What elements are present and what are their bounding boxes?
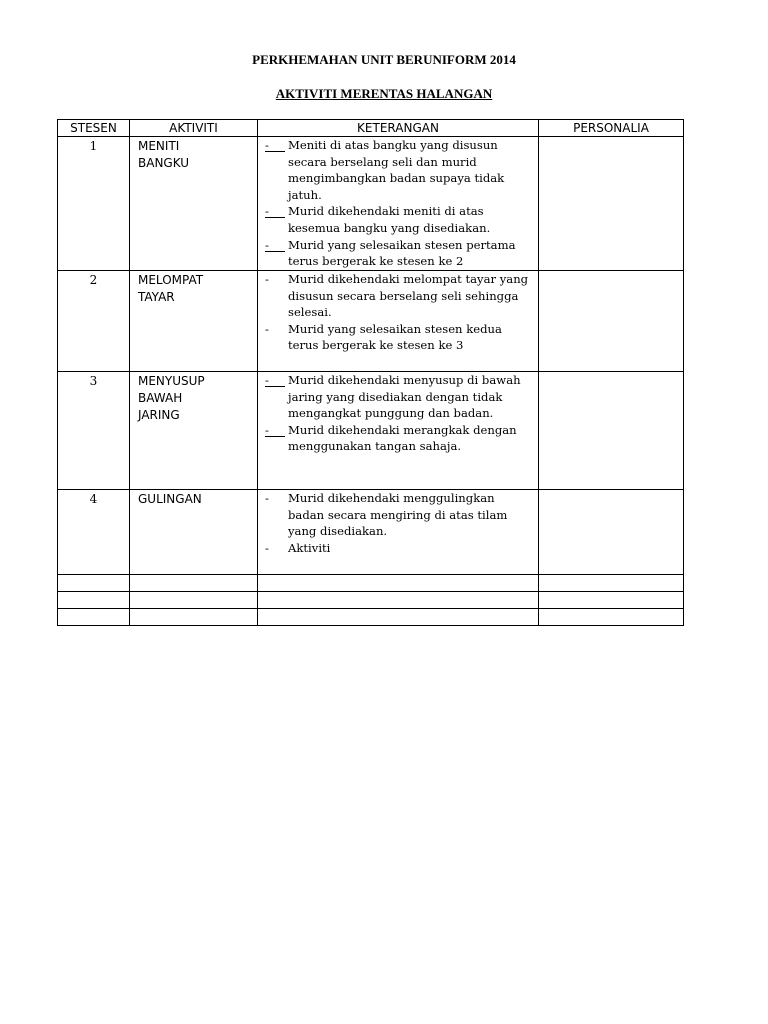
empty-table-row [58,575,684,592]
keterangan-text: Aktiviti [288,540,331,555]
bullet-dash: - [265,422,285,437]
table-row [58,490,684,575]
empty-cell [58,592,130,609]
col-header-aktiviti: AKTIVITI [130,120,258,137]
keterangan-text: Murid yang selesaikan stesen pertama terus bergerak ke stesen ke 2 [288,237,516,269]
col-header-stesen: STESEN [58,120,130,137]
keterangan-list [264,137,534,270]
keterangan-item [264,237,534,270]
aktiviti-cell [130,271,258,372]
empty-cell [539,592,684,609]
col-header-keterangan: KETERANGAN [258,120,539,137]
aktiviti-line: JARING [138,408,180,422]
empty-cell [58,609,130,626]
keterangan-item: - Murid dikehendaki melompat tayar yang disusun secara berselang seli sehingga selesai. [265,272,529,320]
keterangan-item [264,372,534,422]
aktiviti-cell [130,490,258,575]
keterangan-cell [258,137,539,271]
bullet-dash: - [265,237,285,252]
aktiviti-cell [130,372,258,490]
keterangan-item: - Murid dikehendaki menggulingkan badan secara mengiring di atas tilam yang disediakan. [265,491,508,539]
keterangan-list [264,372,534,455]
keterangan-text: Murid dikehendaki meniti di atas kesemua bangku yang disediakan. [288,204,491,235]
keterangan-item [264,422,534,455]
empty-cell [258,609,539,626]
keterangan-text: Meniti di atas bangku yang disusun secara berselang seli dan murid mengimbangkan badan supaya tidak jatuh. [288,138,505,202]
aktiviti-line: MELOMPAT [138,273,204,287]
aktiviti-line: GULINGAN [138,492,202,506]
stesen-cell: 3 [58,372,130,490]
empty-cell [539,575,684,592]
keterangan-text: Murid dikehendaki menyusup di bawah jaring yang disediakan dengan tidak mengangkat punggung dan badan. [288,373,521,421]
table-header-row [58,120,684,137]
personalia-cell [539,490,684,575]
keterangan-item: - Aktiviti [265,540,331,555]
empty-cell [258,592,539,609]
document-subtitle: AKTIVITI MERENTAS HALANGAN [275,86,493,101]
aktiviti-line: BAWAH [138,391,183,405]
bullet-dash: - [265,203,285,218]
keterangan-text: Murid yang selesaikan stesen kedua terus bergerak ke stesen ke 3 [288,321,502,353]
aktiviti-cell [130,137,258,271]
stesen-cell: 4 [58,490,130,575]
document-title: PERKHEMAHAN UNIT BERUNIFORM 2014 [252,52,516,67]
col-header-personalia: PERSONALIA [539,120,684,137]
table-row [58,271,684,372]
empty-cell [58,575,130,592]
keterangan-item [264,203,534,236]
keterangan-item: - Murid yang selesaikan stesen kedua terus bergerak ke stesen ke 3 [265,321,502,353]
table-row [58,137,684,271]
table-row [58,372,684,490]
personalia-cell [539,137,684,271]
bullet-dash: - [265,372,285,387]
aktiviti-line: BANGKU [138,156,190,170]
stesen-cell: 2 [58,271,130,372]
keterangan-list [264,271,534,354]
keterangan-text: Murid dikehendaki menggulingkan badan secara mengiring di atas tilam yang disediakan. [288,491,508,539]
keterangan-text: Murid dikehendaki merangkak dengan menggunakan tangan sahaja. [288,422,517,454]
empty-cell [130,592,258,609]
activity-table [57,119,684,626]
keterangan-cell [258,490,539,575]
empty-cell [258,575,539,592]
keterangan-list [264,490,534,556]
empty-cell [539,609,684,626]
aktiviti-line: MENITI [138,139,180,153]
keterangan-item [264,137,534,203]
keterangan-text: Murid dikehendaki melompat tayar yang disusun secara berselang seli sehingga selesai. [288,272,529,320]
keterangan-cell [258,372,539,490]
aktiviti-line: TAYAR [138,290,175,304]
personalia-cell [539,271,684,372]
empty-table-row [58,592,684,609]
empty-cell [130,575,258,592]
keterangan-cell [258,271,539,372]
empty-table-row [58,609,684,626]
stesen-cell: 1 [58,137,130,271]
personalia-cell [539,372,684,490]
empty-cell [130,609,258,626]
aktiviti-line: MENYUSUP [138,374,205,388]
bullet-dash: - [265,137,285,152]
